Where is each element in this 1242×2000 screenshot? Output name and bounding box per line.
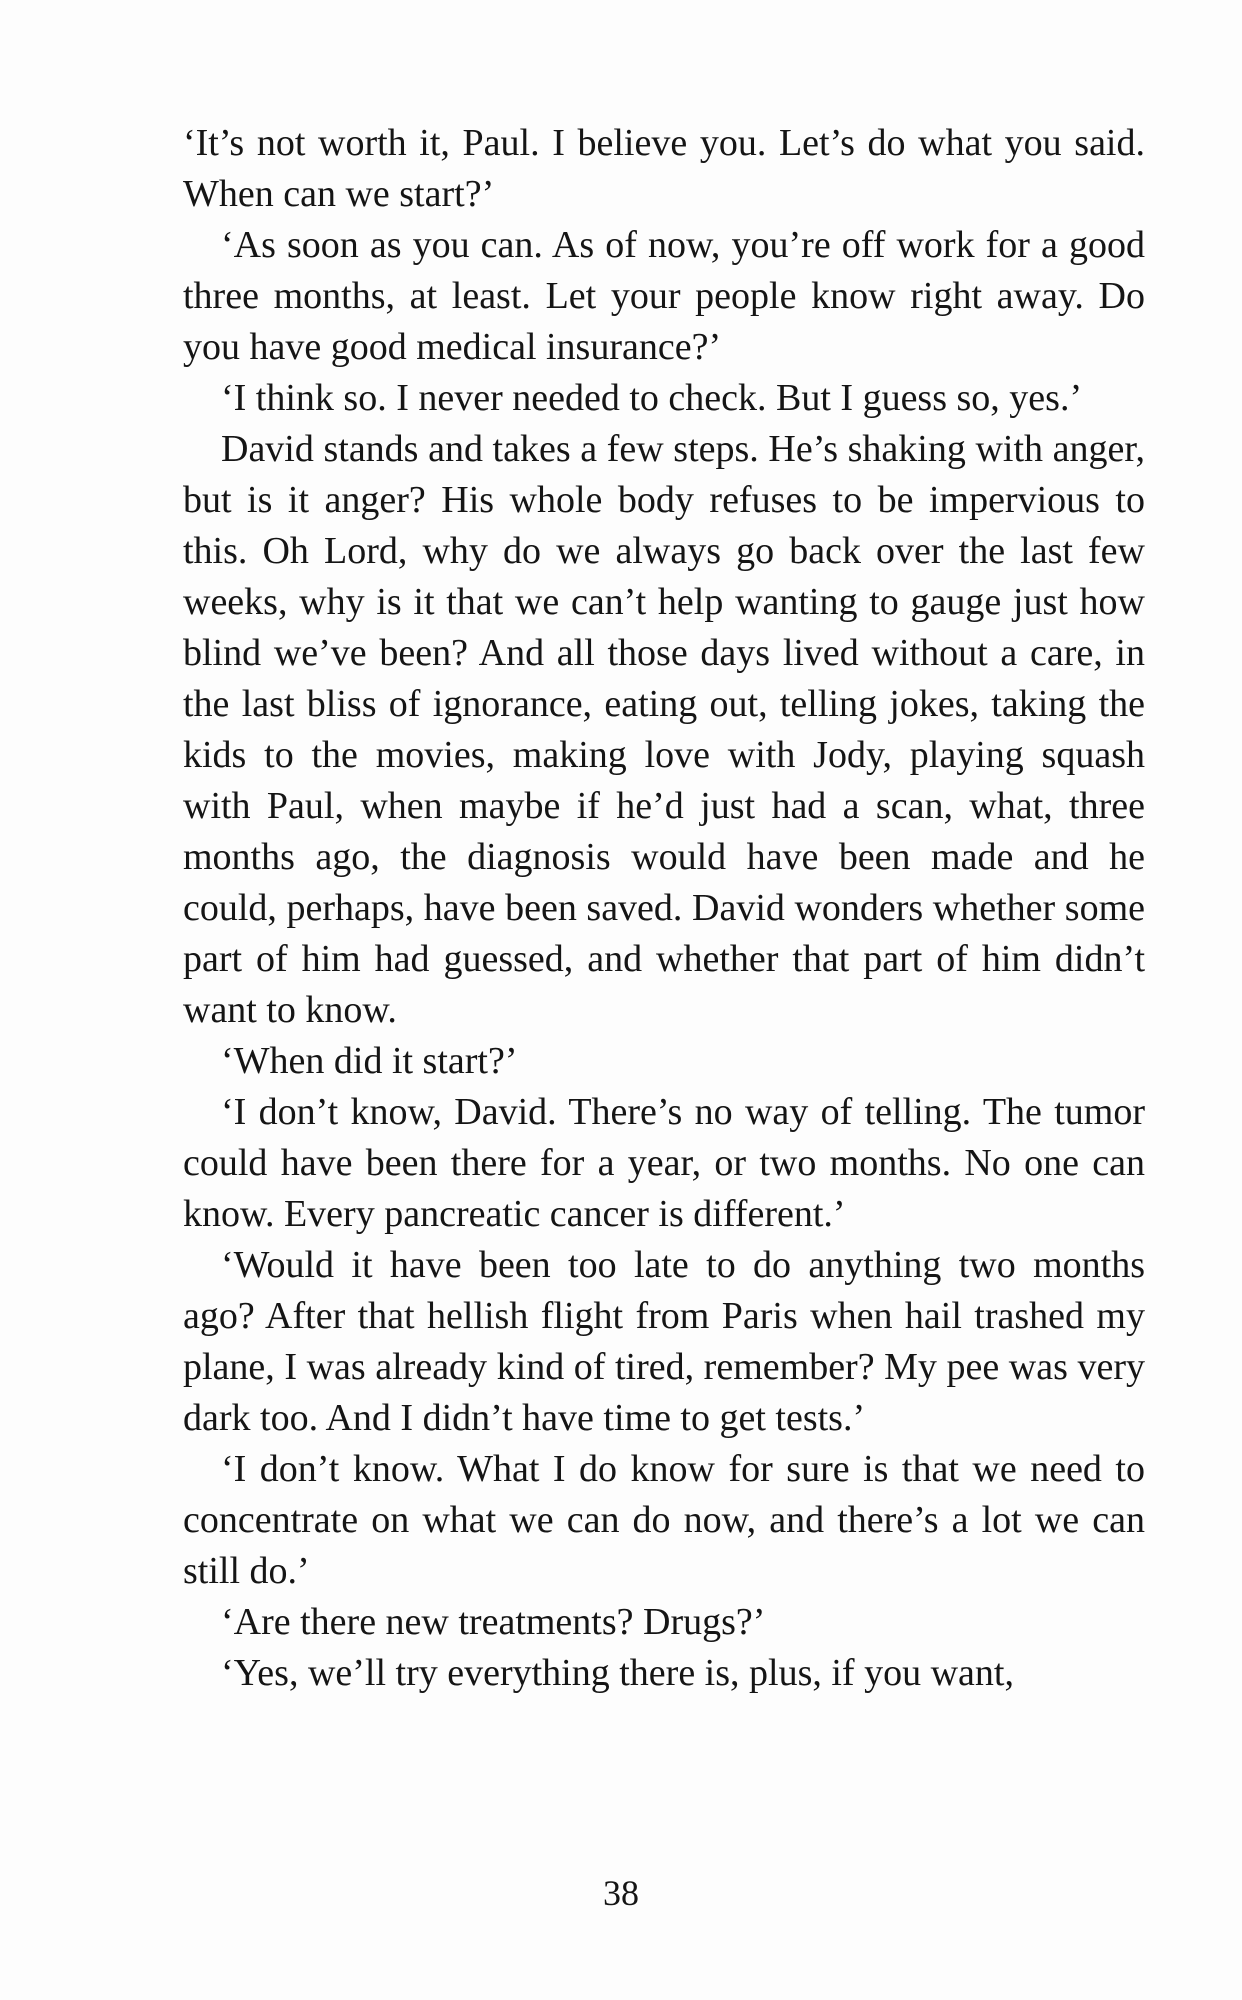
paragraph-1: ‘It’s not worth it, Paul. I believe you. Let’s do what you said. When can we start?’ [183, 122, 1145, 215]
paragraph-4: David stands and takes a few steps. He’s shaking with anger, but is it anger? His whole body refuses to be impervious to this. Oh Lord, why do we always go back over the last few weeks, why is it that we can’t help wanting to gauge just how blind we’ve been? And all those days lived without a care, in the last bliss of ignorance, eating out, telling jokes, taking the kids to the movies, making love with Jody, playing squash with Paul, when maybe if he’d just had a scan, what, three months ago, the diagnosis would have been made and he could, perhaps, have been saved. David wonders whether some part of him had guessed, and whether that part of him didn’t want to know. [183, 428, 1145, 1031]
body-text [183, 118, 1145, 1699]
paragraph-9: ‘Are there new treatments? Drugs?’ [221, 1601, 766, 1643]
paragraph-10: ‘Yes, we’ll try everything there is, plus, if you want, [221, 1652, 1014, 1694]
paragraph-8: ‘I don’t know. What I do know for sure is that we need to concentrate on what we can do now, and there’s a lot we can still do.’ [183, 1448, 1145, 1592]
page-number: 38 [603, 1873, 639, 1913]
paragraph-3: ‘I think so. I never needed to check. But I guess so, yes.’ [221, 377, 1083, 419]
paragraph-6: ‘I don’t know, David. There’s no way of telling. The tumor could have been there for a year, or two months. No one can know. Every pancreatic cancer is different.’ [183, 1091, 1145, 1235]
paragraph-5: ‘When did it start?’ [221, 1040, 518, 1082]
paragraph-7: ‘Would it have been too late to do anything two months ago? After that hellish flight from Paris when hail trashed my plane, I was already kind of tired, remember? My pee was very dark too. And I didn’t have time to get tests.’ [183, 1244, 1145, 1439]
paragraph-2: ‘As soon as you can. As of now, you’re off work for a good three months, at least. Let your people know right away. Do you have good medical insurance?’ [183, 224, 1145, 368]
